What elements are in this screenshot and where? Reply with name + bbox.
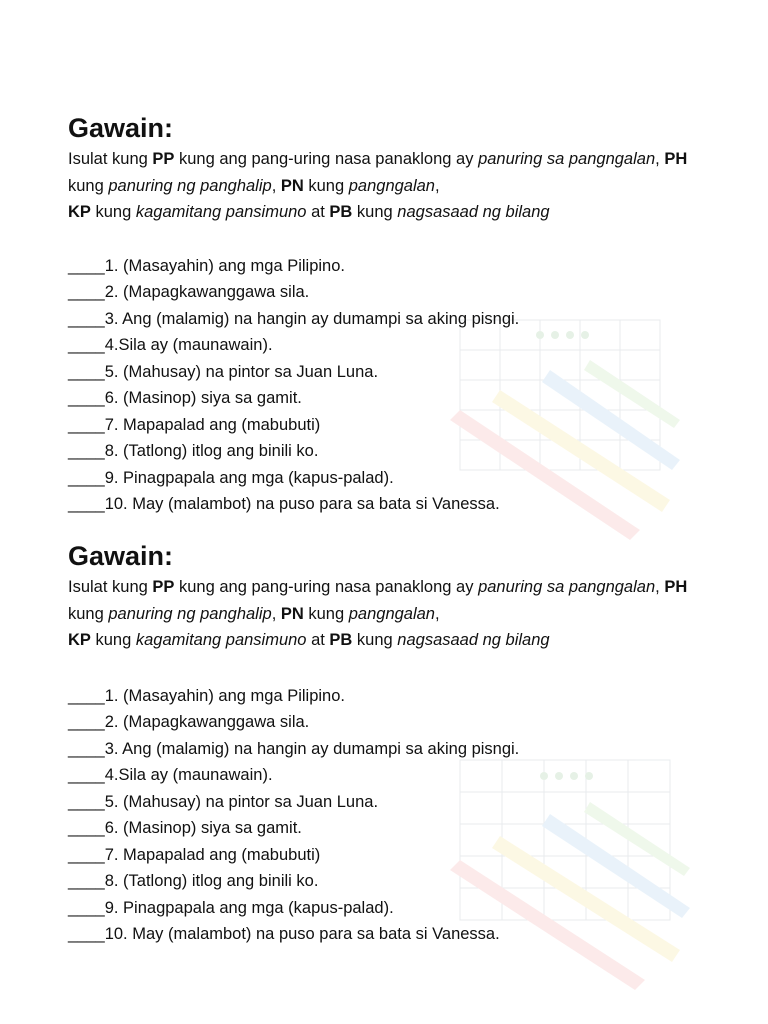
code-kp: KP: [68, 631, 91, 649]
exercise-item: ____8. (Tatlong) itlog ang binili ko.: [68, 442, 319, 460]
exercise-item: ____5. (Mahusay) na pintor sa Juan Luna.: [68, 362, 379, 381]
code-pp: PP: [152, 578, 175, 596]
instructions-italic: pangngalan: [348, 176, 435, 195]
instructions-italic: pangngalan: [348, 604, 435, 623]
exercise-list: [68, 683, 708, 948]
exercise-item: ____4.Sila ay (maunawain).: [68, 766, 273, 784]
exercise-item: ____2. (Mapagkawanggawa sila.: [68, 713, 310, 731]
section-title: Gawain:: [68, 113, 174, 143]
instructions-italic: kagamitang pansimuno: [135, 631, 307, 649]
instructions-italic: panuring ng panghalip: [108, 176, 272, 195]
code-pp: PP: [152, 150, 175, 168]
instructions-fragment: Isulat kung: [68, 150, 153, 168]
instructions-fragment: kung: [90, 203, 136, 221]
exercise-item: ____10. May (malambot) na puso para sa bata si Vanessa.: [68, 925, 500, 943]
instructions-fragment: ,: [655, 150, 665, 168]
exercise-item: ____3. Ang (malamig) na hangin ay dumampi sa aking pisngi.: [68, 739, 520, 758]
code-ph: PH: [664, 150, 688, 168]
exercise-item: ____2. (Mapagkawanggawa sila.: [68, 283, 310, 301]
section-title: Gawain:: [68, 541, 174, 571]
exercise-item: ____3. Ang (malamig) na hangin ay dumampi sa aking pisngi.: [68, 309, 520, 328]
instructions-italic: panuring sa pangngalan: [478, 150, 656, 168]
exercise-item: ____9. Pinagpapala ang mga (kapus-palad).: [68, 468, 394, 487]
instructions-italic: nagsasaad ng bilang: [397, 203, 550, 221]
instructions-fragment: kung: [68, 604, 109, 623]
exercise-item: ____5. (Mahusay) na pintor sa Juan Luna.: [68, 792, 379, 811]
exercise-item: ____4.Sila ay (maunawain).: [68, 336, 273, 354]
exercise-item: ____8. (Tatlong) itlog ang binili ko.: [68, 872, 319, 890]
instructions-italic: kagamitang pansimuno: [135, 203, 307, 221]
instructions-fragment: kung: [68, 176, 109, 195]
exercise-item: ____1. (Masayahin) ang mga Pilipino.: [68, 256, 345, 275]
code-ph: PH: [664, 578, 688, 596]
instructions-italic: panuring sa pangngalan: [478, 578, 656, 596]
instructions-fragment: kung: [352, 203, 398, 221]
instructions-fragment: kung: [90, 631, 136, 649]
code-pb: PB: [329, 631, 353, 649]
instructions-italic: nagsasaad ng bilang: [397, 631, 550, 649]
instructions-fragment: ,: [435, 604, 440, 623]
exercise-item: ____6. (Masinop) siya sa gamit.: [68, 389, 302, 407]
activity-section-2: [68, 540, 708, 948]
exercise-item: ____9. Pinagpapala ang mga (kapus-palad).: [68, 898, 394, 917]
instructions-fragment: kung ang pang-uring nasa panaklong ay: [174, 578, 479, 596]
instructions-fragment: ,: [655, 578, 665, 596]
code-pn: PN: [280, 604, 304, 623]
instructions-fragment: at: [306, 631, 330, 649]
instructions-fragment: ,: [435, 176, 440, 195]
instructions-text: [68, 574, 708, 654]
exercise-list: [68, 253, 708, 518]
exercise-item: ____7. Mapapalad ang (mabubuti): [68, 845, 321, 864]
exercise-item: ____7. Mapapalad ang (mabubuti): [68, 415, 321, 434]
instructions-text: [68, 146, 708, 226]
code-pn: PN: [280, 176, 304, 195]
instructions-fragment: kung: [352, 631, 398, 649]
instructions-italic: panuring ng panghalip: [108, 604, 272, 623]
instructions-fragment: Isulat kung: [68, 578, 153, 596]
instructions-fragment: kung ang pang-uring nasa panaklong ay: [174, 150, 479, 168]
code-kp: KP: [68, 203, 91, 221]
exercise-item: ____1. (Masayahin) ang mga Pilipino.: [68, 686, 345, 705]
exercise-item: ____6. (Masinop) siya sa gamit.: [68, 819, 302, 837]
instructions-fragment: kung: [303, 604, 349, 623]
code-pb: PB: [329, 203, 353, 221]
instructions-fragment: at: [306, 203, 330, 221]
activity-section-1: [68, 112, 708, 518]
exercise-item: ____10. May (malambot) na puso para sa bata si Vanessa.: [68, 495, 500, 513]
instructions-fragment: ,: [271, 176, 281, 195]
instructions-fragment: kung: [303, 176, 349, 195]
instructions-fragment: ,: [271, 604, 281, 623]
